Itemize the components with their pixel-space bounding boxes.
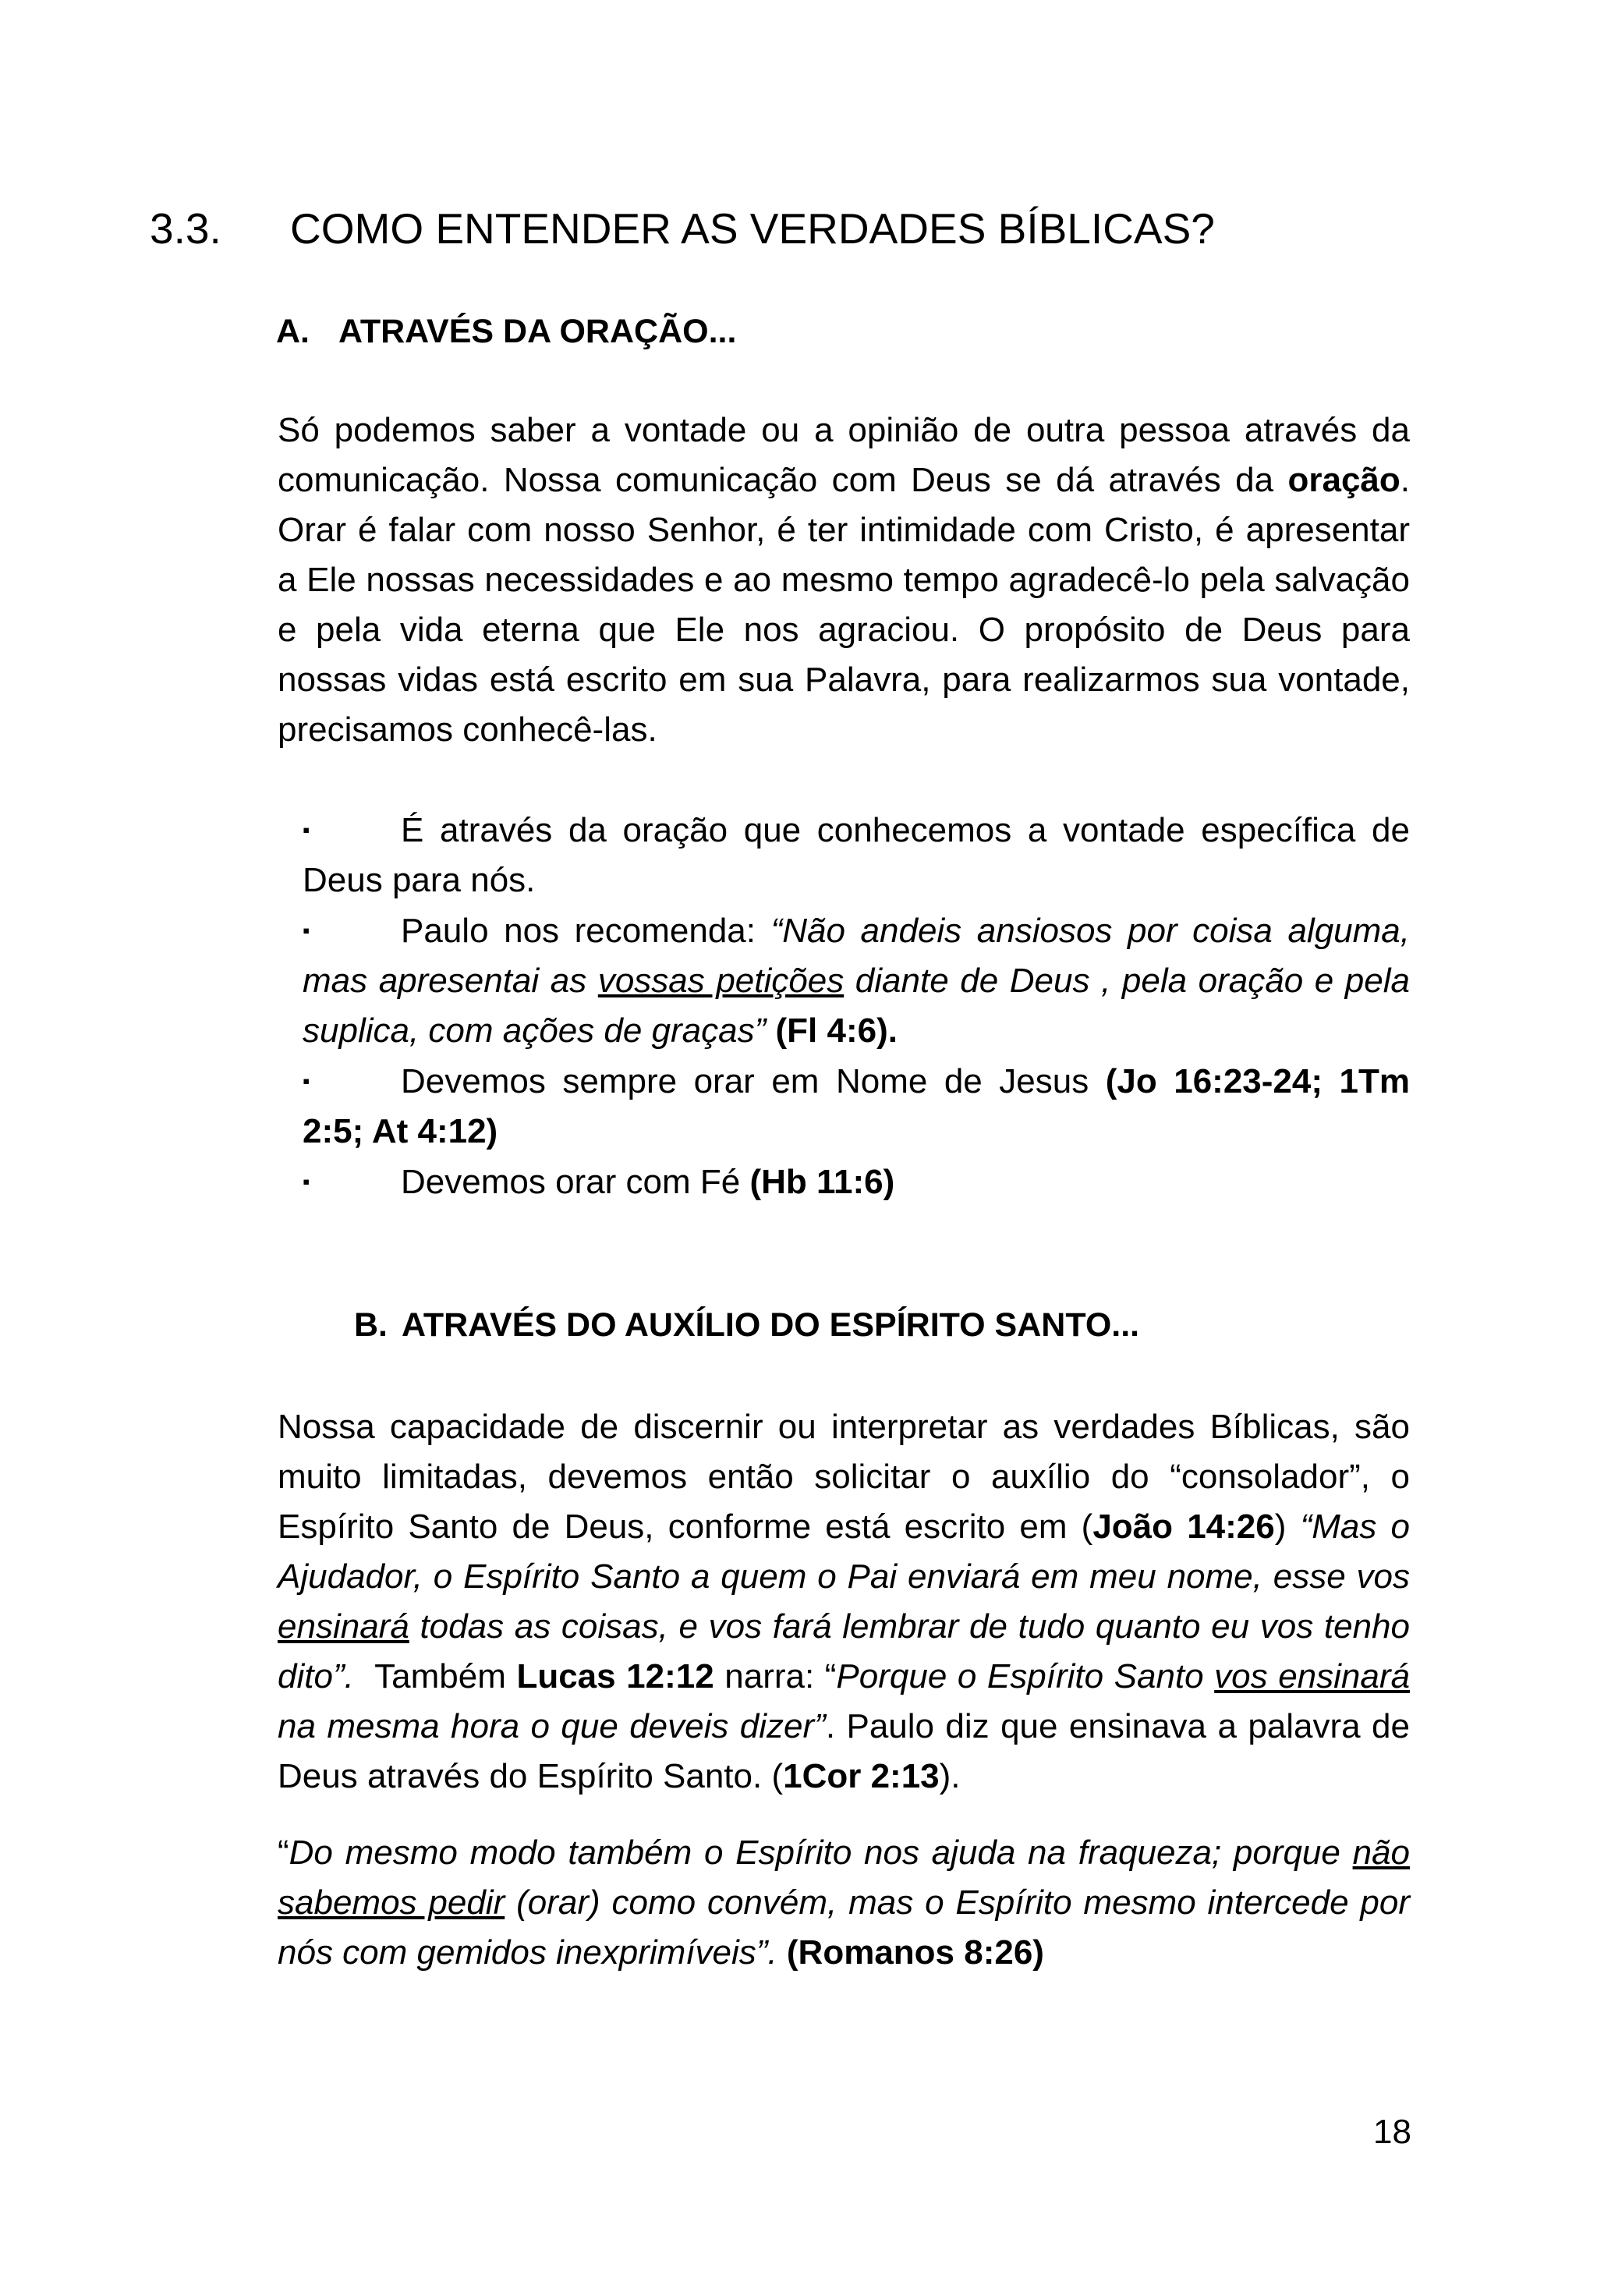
paragraph-text: ). — [939, 1757, 961, 1795]
section-number: 3.3. — [150, 204, 221, 253]
bible-reference: (Hb 11:6) — [749, 1163, 895, 1201]
list-item-text: Devemos sempre orar em Nome de Jesus — [401, 1062, 1106, 1100]
bible-reference: Lucas 12:12 — [516, 1657, 714, 1695]
bible-reference: João 14:26 — [1092, 1508, 1275, 1546]
bullet-marker-icon: ▪ — [303, 1069, 310, 1093]
quote-text: “Não andeis ansiosos por coisa alguma, mas apresentai as — [303, 912, 1410, 1000]
bullet-list — [303, 805, 1410, 1207]
bible-reference: 1Cor 2:13 — [783, 1757, 940, 1795]
subheading-a — [276, 309, 737, 354]
keyword-oracao: oração — [1287, 461, 1400, 499]
bullet-marker-icon: ▪ — [303, 1170, 310, 1193]
paragraph-prayer-text: Só podemos saber a vontade ou a opinião de outra pessoa através da comunicação. Nossa comunicação com Deus se dá através da — [278, 411, 1410, 499]
bible-reference: (Jo 16:23-24; 1Tm 2:5; At 4:12) — [303, 1062, 1411, 1150]
list-item-text: Devemos orar com Fé — [401, 1163, 750, 1201]
section-title: COMO ENTENDER AS VERDADES BÍBLICAS? — [290, 204, 1215, 253]
paragraph-holy-spirit — [278, 1402, 1410, 1802]
list-item — [303, 1056, 1410, 1157]
bible-reference: (Romanos 8:26) — [777, 1933, 1044, 1972]
list-item-text: Paulo nos recomenda: — [401, 912, 771, 950]
paragraph-text: narra: “ — [714, 1657, 837, 1695]
section-heading — [150, 201, 1215, 256]
quote-underlined: vos ensinará — [1214, 1657, 1410, 1695]
paragraph-text: Também — [353, 1657, 517, 1695]
subheading-a-title: ATRAVÉS DA ORAÇÃO... — [338, 313, 737, 350]
paragraph-text: . Paulo diz que ensinava a palavra de Deus através do Espírito Santo. ( — [278, 1707, 1410, 1795]
quote-underlined: ensinará — [278, 1607, 409, 1646]
quote-text: (orar) como convém, mas o Espírito mesmo intercede por nós com gemidos inexprimíveis”. — [278, 1883, 1410, 1972]
paragraph-text: ) — [1274, 1508, 1301, 1546]
bullet-marker-icon: ▪ — [303, 818, 310, 842]
list-item — [303, 1157, 1410, 1207]
bullet-marker-icon: ▪ — [303, 919, 310, 942]
subheading-a-letter: A. — [276, 313, 310, 350]
page-number: 18 — [1373, 2113, 1411, 2151]
quote-underlined: vossas petições — [597, 962, 845, 1000]
subheading-b-title: ATRAVÉS DO AUXÍLIO DO ESPÍRITO SANTO... — [402, 1306, 1140, 1344]
quote-underlined: não sabemos pedir — [278, 1834, 1410, 1922]
paragraph-prayer-text-cont: . Orar é falar com nosso Senhor, é ter intimidade com Cristo, é apresentar a Ele nossas necessidades e ao mesmo tempo agradecê-lo pela salvação e pela vida eterna que Ele nos agraciou. O propósito de Deus para nossas vidas está escrito em sua Palavra, para realizarmos sua vontade, precisamos conhecê-las. — [278, 461, 1410, 749]
quote-text: Porque o Espírito Santo — [836, 1657, 1215, 1695]
quote-text: diante de Deus , pela oração e pela suplica, com ações de graças” — [303, 962, 1410, 1050]
subheading-b-letter: B. — [354, 1306, 388, 1344]
paragraph-prayer — [278, 406, 1410, 755]
bible-reference: (Fl 4:6). — [766, 1012, 898, 1050]
list-item-text: É através da oração que conhecemos a vontade específica de Deus para nós. — [303, 811, 1410, 899]
quote-text: “Mas o Ajudador, o Espírito Santo a quem o Pai enviará em meu nome, esse vos — [278, 1508, 1410, 1596]
quote-text: todas as coisas, e vos fará lembrar de tudo quanto eu vos tenho dito”. — [278, 1607, 1410, 1695]
paragraph-text: Nossa capacidade de discernir ou interpretar as verdades Bíblicas, são muito limitadas, devemos então solicitar o auxílio do “consolador”, o Espírito Santo de Deus, conforme está escrito em ( — [278, 1408, 1410, 1546]
quote-text: na mesma hora o que deveis dizer” — [278, 1707, 826, 1745]
subheading-b — [354, 1302, 1140, 1348]
list-item — [303, 905, 1410, 1056]
quote-open-mark: “ — [278, 1834, 289, 1872]
quote-text: Do mesmo modo também o Espírito nos ajuda na fraqueza; porque — [289, 1834, 1353, 1872]
list-item — [303, 805, 1410, 905]
paragraph-romans-quote — [278, 1828, 1410, 1978]
